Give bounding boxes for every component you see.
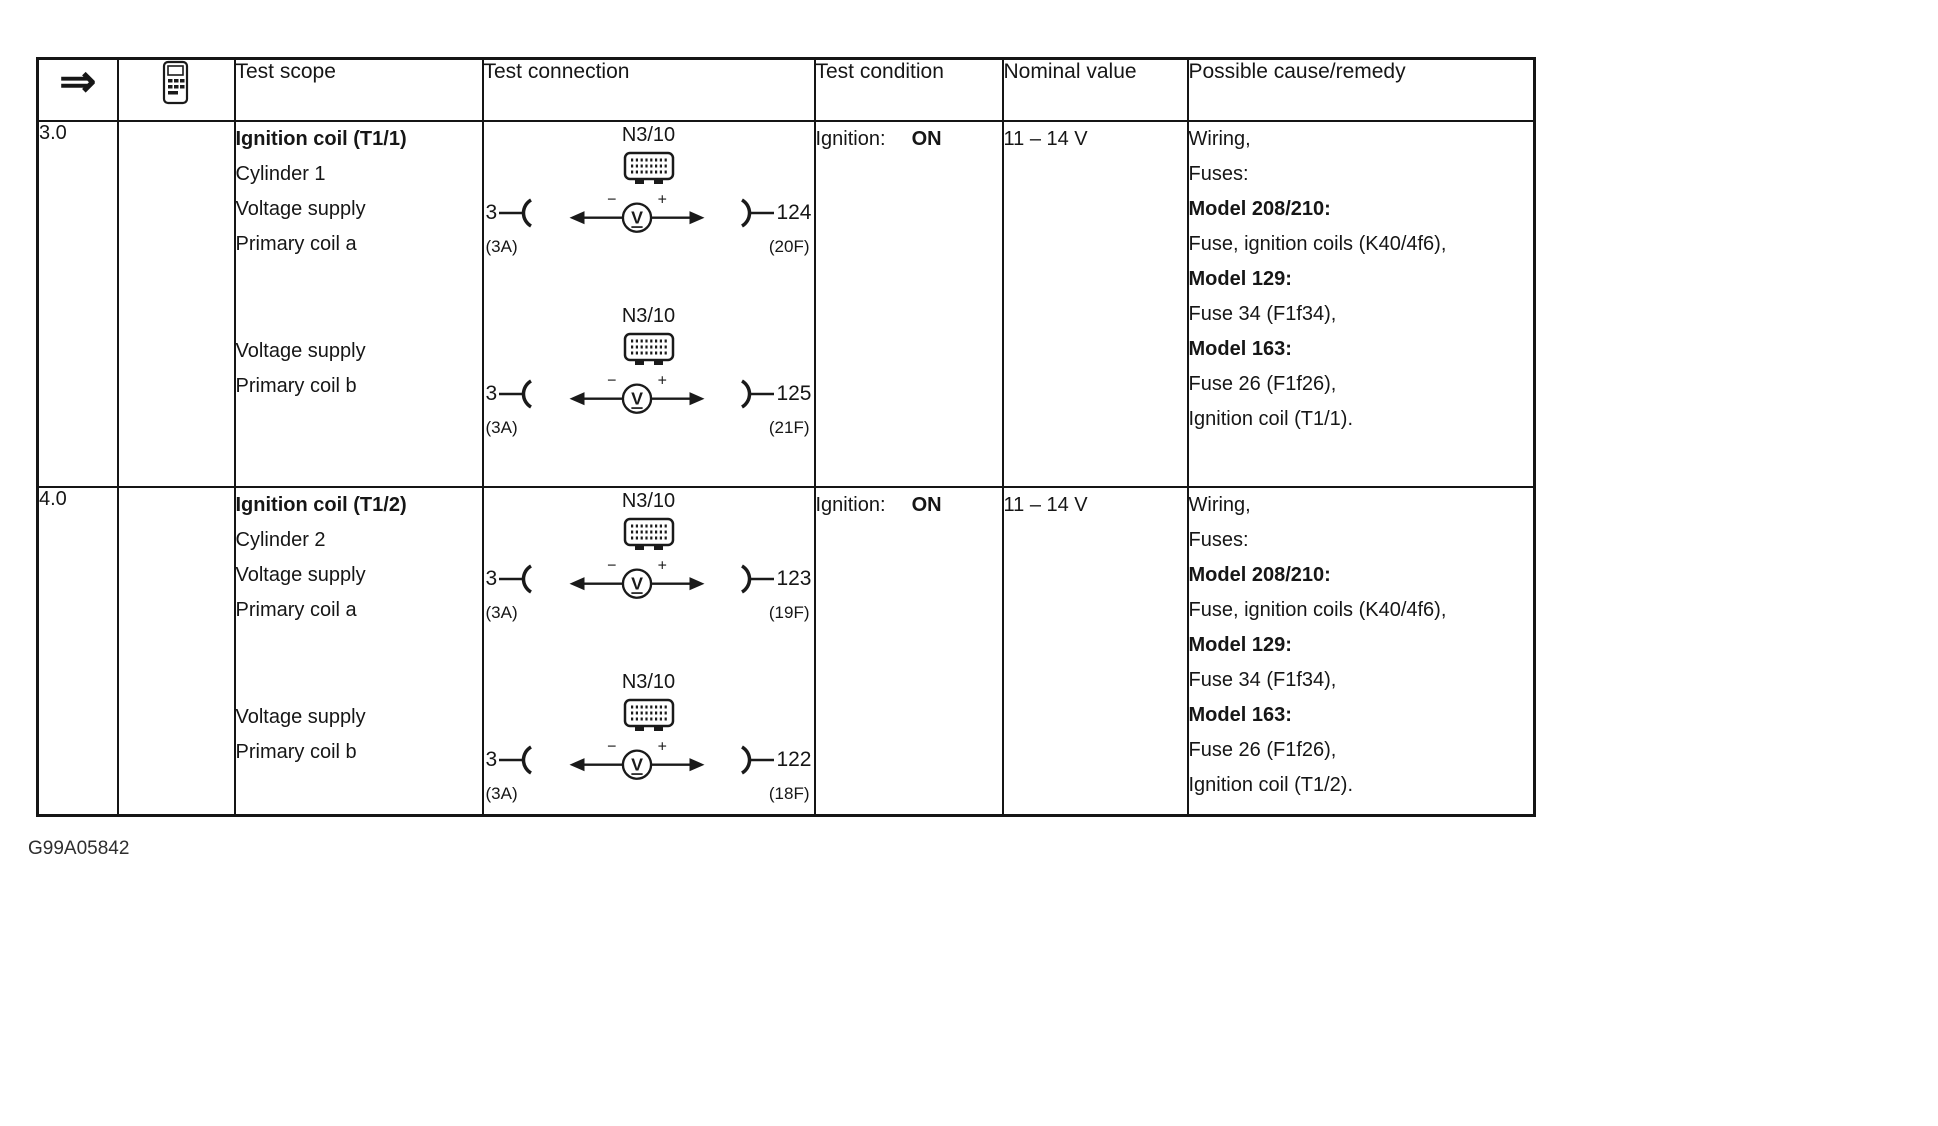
nominal-value-cell xyxy=(1003,487,1188,816)
remedy-line: Ignition coil (T1/1). xyxy=(1188,408,1354,430)
socket-left-icon xyxy=(497,196,537,230)
probe-row xyxy=(484,191,814,235)
table-row-3-0 xyxy=(38,121,1535,487)
connector-icon xyxy=(621,332,677,368)
diagnostic-table xyxy=(36,57,1536,817)
svg-text:V: V xyxy=(630,754,643,775)
table-header-row xyxy=(38,59,1535,122)
remedy-line: Fuse, ignition coils (K40/4f6), xyxy=(1188,233,1447,255)
header-arrow-cell xyxy=(38,59,118,122)
pin-right: 125 xyxy=(776,382,812,405)
test-connection-diagram xyxy=(484,122,814,257)
component-label: N3/10 xyxy=(621,490,676,512)
probe-row xyxy=(484,372,814,416)
scope-title: Ignition coil (T1/1) xyxy=(235,128,407,150)
remedy-line: Model 129: xyxy=(1188,268,1292,290)
remedy-line: Model 129: xyxy=(1188,634,1292,656)
scope-title: Ignition coil (T1/2) xyxy=(235,494,407,516)
diagnostic-test-sheet xyxy=(36,57,1536,817)
svg-text:+: + xyxy=(657,372,667,390)
remedy-line: Model 208/210: xyxy=(1188,564,1331,586)
test-scope-cell xyxy=(235,487,483,816)
component-label: N3/10 xyxy=(621,305,676,327)
socket-labels xyxy=(484,418,814,438)
pin-left: 3 xyxy=(485,382,498,405)
tester-icon-cell xyxy=(118,487,235,816)
step-number: 4.0 xyxy=(39,488,67,510)
scope-line: Voltage supply xyxy=(235,706,366,728)
table-row-4-0 xyxy=(38,487,1535,816)
socket-right-label: (19F) xyxy=(768,603,810,622)
svg-text:−: − xyxy=(606,372,617,390)
col-header-test-connection: Test connection xyxy=(483,59,815,122)
voltmeter-icon xyxy=(562,557,712,601)
test-condition-cell xyxy=(815,487,1003,816)
socket-left-label: (3A) xyxy=(485,603,518,622)
condition-value: ON xyxy=(911,494,942,516)
pin-right: 123 xyxy=(776,567,812,590)
col-header-test-scope: Test scope xyxy=(235,59,483,122)
svg-text:V: V xyxy=(630,573,643,594)
svg-text:V: V xyxy=(630,388,643,409)
remedy-line: Fuse 26 (F1f26), xyxy=(1188,373,1337,395)
condition-label: Ignition: xyxy=(815,494,886,516)
svg-text:+: + xyxy=(657,738,667,756)
possible-cause-cell xyxy=(1188,487,1535,816)
socket-right-icon xyxy=(736,743,776,777)
step-cell xyxy=(38,121,118,487)
handheld-tester-icon xyxy=(119,60,234,106)
document-code: G99A05842 xyxy=(28,838,130,859)
scope-line: Primary coil a xyxy=(235,599,357,621)
socket-left-label: (3A) xyxy=(485,418,518,437)
socket-labels xyxy=(484,784,814,804)
socket-left-label: (3A) xyxy=(485,784,518,803)
component-label: N3/10 xyxy=(621,671,676,693)
probe-row xyxy=(484,557,814,601)
pin-right: 124 xyxy=(776,201,812,224)
nominal-value-cell xyxy=(1003,121,1188,487)
condition-label: Ignition: xyxy=(815,128,886,150)
remedy-line: Fuse 26 (F1f26), xyxy=(1188,739,1337,761)
svg-text:−: − xyxy=(606,738,617,756)
connector-icon xyxy=(621,151,677,187)
scope-subtitle: Cylinder 1 xyxy=(235,163,326,185)
col-header-possible-cause: Possible cause/remedy xyxy=(1188,59,1535,122)
remedy-line: Model 163: xyxy=(1188,704,1292,726)
socket-labels xyxy=(484,237,814,257)
pin-left: 3 xyxy=(485,567,498,590)
test-connection-cell xyxy=(483,487,815,816)
voltmeter-icon xyxy=(562,372,712,416)
nominal-value: 11 – 14 V xyxy=(1003,128,1088,150)
socket-left-label: (3A) xyxy=(485,237,518,256)
voltmeter-icon xyxy=(562,191,712,235)
connector-icon xyxy=(621,517,677,553)
scope-line: Voltage supply xyxy=(235,198,366,220)
test-scope-cell xyxy=(235,121,483,487)
condition-value: ON xyxy=(911,128,942,150)
svg-text:−: − xyxy=(606,557,617,575)
scope-line: Voltage supply xyxy=(235,564,366,586)
header-tester-cell xyxy=(118,59,235,122)
scope-subtitle: Cylinder 2 xyxy=(235,529,326,551)
remedy-line: Fuses: xyxy=(1188,163,1249,185)
component-label: N3/10 xyxy=(621,124,676,146)
svg-text:−: − xyxy=(606,191,617,209)
scope-line: Primary coil a xyxy=(235,233,357,255)
socket-right-label: (20F) xyxy=(768,237,810,256)
test-connection-diagram xyxy=(484,488,814,623)
svg-text:+: + xyxy=(657,191,667,209)
remedy-line: Model 208/210: xyxy=(1188,198,1331,220)
socket-right-icon xyxy=(736,196,776,230)
test-connection-diagram xyxy=(484,669,814,804)
scope-line: Voltage supply xyxy=(235,340,366,362)
remedy-line: Wiring, xyxy=(1188,494,1251,516)
svg-text:V: V xyxy=(630,207,643,228)
socket-left-icon xyxy=(497,743,537,777)
double-arrow-icon: ⇒ xyxy=(59,57,97,106)
possible-cause-cell xyxy=(1188,121,1535,487)
col-header-test-condition: Test condition xyxy=(815,59,1003,122)
pin-left: 3 xyxy=(485,748,498,771)
svg-text:+: + xyxy=(657,557,667,575)
socket-left-icon xyxy=(497,562,537,596)
remedy-line: Ignition coil (T1/2). xyxy=(1188,774,1354,796)
socket-right-label: (21F) xyxy=(768,418,810,437)
tester-icon-cell xyxy=(118,121,235,487)
test-connection-diagram xyxy=(484,303,814,438)
step-number: 3.0 xyxy=(39,122,67,144)
test-condition-cell xyxy=(815,121,1003,487)
socket-left-icon xyxy=(497,377,537,411)
remedy-line: Fuses: xyxy=(1188,529,1249,551)
socket-right-label: (18F) xyxy=(768,784,810,803)
connector-icon xyxy=(621,698,677,734)
remedy-line: Model 163: xyxy=(1188,338,1292,360)
remedy-line: Wiring, xyxy=(1188,128,1251,150)
probe-row xyxy=(484,738,814,782)
pin-left: 3 xyxy=(485,201,498,224)
test-connection-cell xyxy=(483,121,815,487)
pin-right: 122 xyxy=(776,748,812,771)
socket-right-icon xyxy=(736,562,776,596)
remedy-line: Fuse 34 (F1f34), xyxy=(1188,669,1337,691)
step-cell xyxy=(38,487,118,816)
scope-line: Primary coil b xyxy=(235,375,357,397)
remedy-line: Fuse 34 (F1f34), xyxy=(1188,303,1337,325)
remedy-line: Fuse, ignition coils (K40/4f6), xyxy=(1188,599,1447,621)
socket-labels xyxy=(484,603,814,623)
nominal-value: 11 – 14 V xyxy=(1003,494,1088,516)
socket-right-icon xyxy=(736,377,776,411)
voltmeter-icon xyxy=(562,738,712,782)
scope-line: Primary coil b xyxy=(235,741,357,763)
col-header-nominal-value: Nominal value xyxy=(1003,59,1188,122)
